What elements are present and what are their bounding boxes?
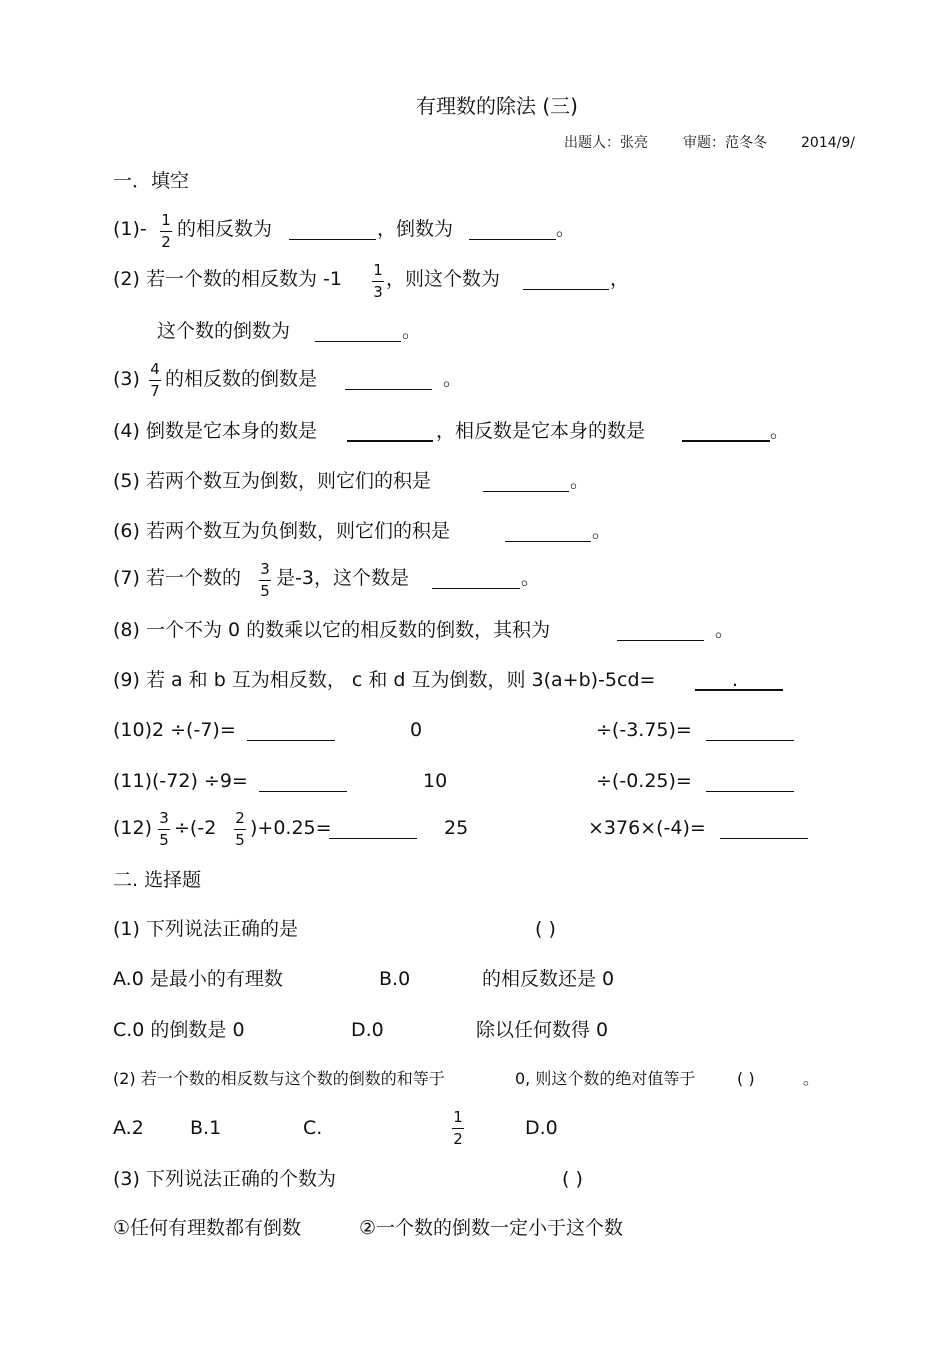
q5-blank[interactable]	[483, 491, 569, 492]
s2-q1-option-b-label: B.0	[379, 968, 411, 990]
q3-text-a: 的相反数的倒数是	[165, 368, 318, 390]
section-heading-fill-in: 一．填空	[113, 170, 190, 192]
q10-part-c: ÷(-3.75)=	[596, 719, 692, 741]
s2-q1-text: (1) 下列说法正确的是	[113, 918, 298, 940]
q11-blank-1[interactable]	[259, 791, 347, 792]
q3-frac-num: 4	[150, 360, 160, 378]
q2-line2: 这个数的倒数为	[157, 320, 291, 342]
q2-blank-2[interactable]	[315, 341, 401, 342]
q8-text: (8) 一个不为 0 的数乘以它的相反数的倒数，其积为	[113, 619, 551, 641]
q1-end: 。	[556, 218, 576, 240]
q12-prefix: (12)	[113, 817, 153, 839]
date: 2014/9/	[801, 135, 855, 151]
q10-blank-2[interactable]	[706, 740, 794, 741]
s2-q2-frac-den: 2	[453, 1130, 463, 1148]
s2-q2-answer-paren[interactable]: ( )	[737, 1069, 755, 1088]
q2-fraction	[371, 263, 385, 300]
q2-frac-den: 3	[373, 283, 383, 301]
q12-fraction-2	[233, 811, 247, 848]
s2-q1-option-c: C.0 的倒数是 0	[113, 1019, 245, 1041]
s2-q2-option-d: D.0	[525, 1117, 558, 1139]
q2-prefix: (2) 若一个数的相反数为 -1	[113, 268, 342, 290]
q10-blank-1[interactable]	[247, 740, 335, 741]
q11-part-a: (11)(-72) ÷9=	[113, 770, 248, 792]
q9-dot: .	[732, 669, 739, 691]
s2-q3-statement-1: ①任何有理数都有倒数	[113, 1217, 302, 1239]
q2-end-a: ，	[610, 268, 630, 290]
q2-frac-num: 1	[373, 261, 383, 279]
q3-blank[interactable]	[345, 389, 432, 390]
q4-end: 。	[770, 420, 790, 442]
q12-frac1-num: 3	[159, 809, 169, 827]
q6-end: 。	[592, 520, 612, 542]
q6-text: (6) 若两个数互为负倒数，则它们的积是	[113, 520, 450, 542]
s2-q2-option-c-fraction	[451, 1110, 465, 1147]
q10-part-a: (10)2 ÷(-7)=	[113, 719, 236, 741]
section-heading-choice: 二. 选择题	[113, 869, 202, 891]
q4-text-b: ，相反数是它本身的数是	[436, 420, 646, 442]
q12-blank-2[interactable]	[720, 838, 808, 839]
q4-blank-1[interactable]	[347, 440, 433, 442]
s2-q2-option-c: C.	[303, 1117, 323, 1139]
page-title: 有理数的除法 (三)	[416, 94, 578, 118]
q3-end: 。	[443, 368, 463, 390]
q4-blank-2[interactable]	[682, 440, 770, 442]
q2-blank-1[interactable]	[523, 289, 609, 290]
q11-part-b: 10	[423, 770, 448, 792]
s2-q1-option-b-text: 的相反数还是 0	[482, 968, 615, 990]
q12-frac2-num: 2	[235, 809, 245, 827]
reviewer: 审题：范冬冬	[683, 135, 767, 151]
q1-prefix: (1)-	[113, 218, 147, 240]
q12-fraction-1	[157, 811, 171, 848]
q6-blank[interactable]	[505, 541, 591, 542]
s2-q2-text: (2) 若一个数的相反数与这个数的倒数的和等于	[113, 1069, 445, 1088]
q3-fraction	[148, 362, 162, 399]
q3-frac-den: 7	[150, 382, 160, 400]
author: 出题人：张亮	[564, 135, 648, 151]
q2-text-a: ，则这个数为	[386, 268, 501, 290]
q4-text-a: (4) 倒数是它本身的数是	[113, 420, 317, 442]
q12-suffix: )+0.25=	[250, 817, 332, 839]
q12-frac2-den: 5	[235, 831, 245, 849]
q5-text: (5) 若两个数互为倒数，则它们的积是	[113, 470, 431, 492]
q12-part-c: ×376×(-4)=	[588, 817, 706, 839]
q12-blank-1[interactable]	[329, 838, 417, 839]
s2-q2-frac-num: 1	[453, 1108, 463, 1126]
s2-q2-option-a: A.2	[113, 1117, 144, 1139]
s2-q3-statement-2: ②一个数的倒数一定小于这个数	[359, 1217, 624, 1239]
q3-prefix: (3)	[113, 368, 140, 390]
q7-frac-den: 5	[260, 582, 270, 600]
q9-blank[interactable]	[695, 689, 783, 691]
q9-text: (9) 若 a 和 b 互为相反数， c 和 d 互为倒数，则 3(a+b)-5cd=	[113, 669, 656, 691]
s2-q2-option-b: B.1	[190, 1117, 222, 1139]
s2-q2-text-b: 0, 则这个数的绝对值等于	[515, 1069, 696, 1088]
q11-part-c: ÷(-0.25)=	[596, 770, 692, 792]
q7-prefix: (7) 若一个数的	[113, 567, 241, 589]
q8-blank[interactable]	[617, 640, 704, 641]
q1-text-a: 的相反数为	[177, 218, 273, 240]
q12-part-b: 25	[444, 817, 469, 839]
s2-q1-option-d-label: D.0	[351, 1019, 384, 1041]
s2-q1-option-d-text: 除以任何数得 0	[476, 1019, 609, 1041]
q7-frac-num: 3	[260, 560, 270, 578]
q2-end-b: 。	[402, 320, 422, 342]
q8-end: 。	[715, 619, 735, 641]
s2-q1-option-a: A.0 是最小的有理数	[113, 968, 283, 990]
q1-frac-num: 1	[161, 211, 171, 229]
q1-blank-1[interactable]	[289, 239, 376, 240]
q7-end: 。	[521, 567, 541, 589]
q12-mid: ÷(-2	[174, 817, 217, 839]
s2-q2-end: 。	[803, 1069, 820, 1088]
q1-text-b: ，倒数为	[377, 218, 454, 240]
s2-q3-text: (3) 下列说法正确的个数为	[113, 1168, 336, 1190]
s2-q3-answer-paren[interactable]: ( )	[562, 1168, 583, 1190]
q1-blank-2[interactable]	[469, 239, 556, 240]
q1-fraction	[159, 213, 173, 250]
q7-fraction	[258, 562, 272, 599]
q11-blank-2[interactable]	[706, 791, 794, 792]
q1-frac-den: 2	[161, 233, 171, 251]
q10-part-b: 0	[410, 719, 423, 741]
q5-end: 。	[570, 470, 590, 492]
q7-blank[interactable]	[432, 588, 520, 589]
q12-frac1-den: 5	[159, 831, 169, 849]
s2-q1-answer-paren[interactable]: ( )	[535, 918, 556, 940]
q7-text-a: 是-3，这个数是	[276, 567, 409, 589]
